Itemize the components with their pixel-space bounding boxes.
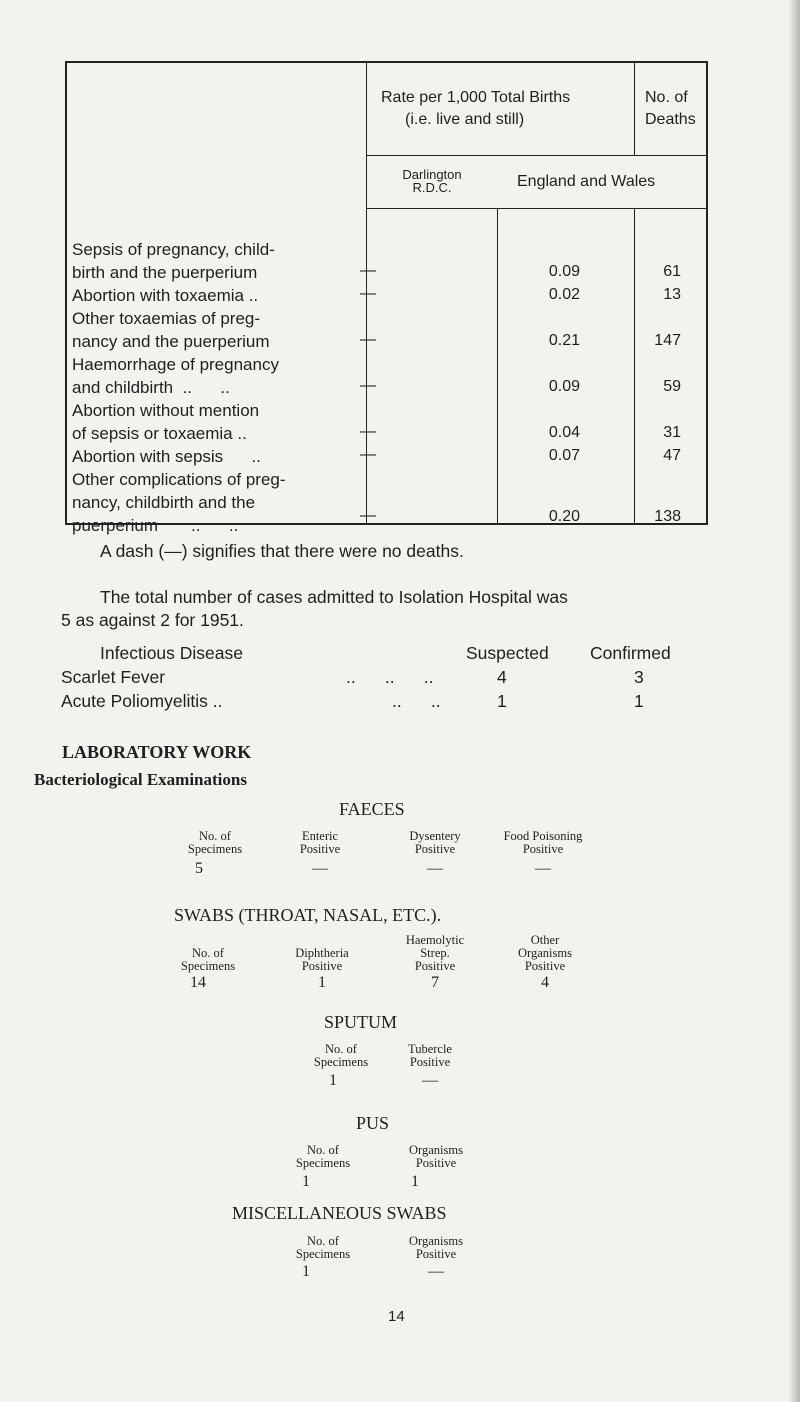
faeces-header: Dysentery Positive (409, 829, 461, 856)
pus-value: 1 (302, 1173, 310, 1190)
sputum-header: Tubercle Positive (408, 1042, 452, 1069)
table-top-border (65, 61, 708, 63)
lab-subtitle: Bacteriological Examinations (34, 770, 247, 789)
swabs-value: 1 (318, 974, 326, 991)
row-label: puerperium .. .. (72, 516, 239, 535)
cell-deaths: 147 (654, 332, 681, 349)
sputum-header: No. of Specimens (313, 1042, 369, 1069)
row-label: and childbirth .. .. (72, 378, 230, 397)
table-col-divider-2 (497, 208, 498, 525)
row-label: Abortion with sepsis .. (72, 447, 261, 466)
cell-deaths: 13 (663, 286, 681, 303)
isolation-row-disease: Acute Poliomyelitis .. (61, 691, 223, 711)
swabs-header: No. of Specimens (180, 946, 236, 973)
row-label: Other complications of preg- (72, 470, 286, 489)
isolation-text-line-2: 5 as against 2 for 1951. (61, 610, 244, 630)
cell-darlington: — (360, 446, 376, 463)
table-left-border (65, 61, 67, 525)
cell-england: 0.20 (548, 508, 580, 525)
lab-title: LABORATORY WORK (62, 742, 252, 762)
faeces-value: — (427, 860, 443, 877)
cell-darlington: — (360, 377, 376, 394)
row-label: Other toxaemias of preg- (72, 309, 261, 328)
faeces-value: — (312, 860, 328, 877)
isolation-row-confirmed: 1 (634, 691, 644, 711)
cell-darlington: — (360, 331, 376, 348)
subheader-england-wales: England and Wales (517, 173, 656, 190)
cell-deaths: 47 (663, 447, 681, 464)
cell-darlington: — (360, 285, 376, 302)
isolation-row-confirmed: 3 (634, 667, 644, 687)
cell-england: 0.21 (548, 332, 580, 349)
swabs-value: 4 (541, 974, 549, 991)
faeces-header: No. of Specimens (187, 829, 243, 856)
row-label: nancy and the puerperium (72, 332, 270, 351)
row-label: nancy, childbirth and the (72, 493, 256, 512)
cell-england: 0.07 (548, 447, 580, 464)
sputum-value: 1 (329, 1072, 337, 1089)
sputum-title: SPUTUM (324, 1012, 398, 1032)
subheader-darlington-1: Darlington (402, 167, 462, 182)
faeces-value: — (535, 860, 551, 877)
misc-swabs-title: MISCELLANEOUS SWABS (232, 1203, 447, 1223)
cell-deaths: 138 (654, 508, 681, 525)
swabs-value: 7 (431, 974, 439, 991)
faeces-title: FAECES (339, 799, 405, 819)
table-header-rule-1 (366, 155, 708, 156)
pus-title: PUS (356, 1113, 390, 1133)
page-number: 14 (388, 1308, 405, 1325)
cell-darlington: — (360, 423, 376, 440)
isolation-text-line-1: The total number of cases admitted to Isolation Hospital was (100, 587, 568, 607)
swabs-header: Haemolytic Strep. Positive (405, 933, 465, 973)
misc-value: — (428, 1263, 444, 1280)
header-rate-line-1: Rate per 1,000 Total Births (381, 89, 571, 106)
cell-england: 0.09 (548, 378, 580, 395)
isolation-row-suspected: 1 (497, 691, 507, 711)
swabs-header: Other Organisms Positive (518, 933, 572, 973)
row-label: Abortion without mention (72, 401, 260, 420)
cell-darlington: — (360, 262, 376, 279)
dash-note: A dash (—) signifies that there were no deaths. (100, 541, 464, 561)
cell-deaths: 31 (663, 424, 681, 441)
cell-deaths: 59 (663, 378, 681, 395)
isolation-header-suspected: Suspected (466, 643, 549, 663)
pus-value: 1 (411, 1173, 419, 1190)
page-edge-shadow (788, 0, 800, 1402)
row-label: Haemorrhage of pregnancy (72, 355, 279, 374)
subheader-darlington-2: R.D.C. (412, 180, 452, 195)
isolation-row-suspected: 4 (497, 667, 507, 687)
isolation-row-disease: Scarlet Fever (61, 667, 166, 687)
misc-header: No. of Specimens (295, 1234, 351, 1261)
misc-header: Organisms Positive (409, 1234, 463, 1261)
pus-header: Organisms Positive (409, 1143, 463, 1170)
row-label: birth and the puerperium (72, 263, 258, 282)
table-header-rule-2 (366, 208, 708, 209)
table-col-divider-3 (634, 61, 635, 155)
row-label: of sepsis or toxaemia .. (72, 424, 247, 443)
isolation-header-confirmed: Confirmed (590, 643, 671, 663)
faeces-header: Food Poisoning Positive (503, 829, 583, 856)
swabs-header: Diphtheria Positive (295, 946, 349, 973)
faeces-value: 5 (195, 860, 203, 877)
misc-value: 1 (302, 1263, 310, 1280)
table-col-divider-3b (634, 208, 635, 525)
header-deaths-line-2: Deaths (645, 111, 696, 128)
pus-header: No. of Specimens (295, 1143, 351, 1170)
row-label: Sepsis of pregnancy, child- (72, 240, 275, 259)
cell-england: 0.04 (548, 424, 580, 441)
swabs-title: SWABS (THROAT, NASAL, ETC.). (174, 905, 442, 925)
cell-darlington: — (360, 507, 376, 524)
table-right-border (706, 61, 708, 525)
isolation-header-disease: Infectious Disease (100, 643, 243, 663)
swabs-value: 14 (190, 974, 206, 991)
cell-england: 0.09 (548, 263, 580, 280)
faeces-header: Enteric Positive (299, 829, 341, 856)
row-label: Abortion with toxaemia .. (72, 286, 259, 305)
cell-england: 0.02 (548, 286, 580, 303)
isolation-row-dots: .. .. (392, 691, 441, 711)
header-rate-line-2: (i.e. live and still) (405, 111, 525, 128)
sputum-value: — (422, 1072, 438, 1089)
cell-deaths: 61 (663, 263, 681, 280)
isolation-row-dots: .. .. .. (346, 667, 434, 687)
header-deaths-line-1: No. of (645, 89, 688, 106)
